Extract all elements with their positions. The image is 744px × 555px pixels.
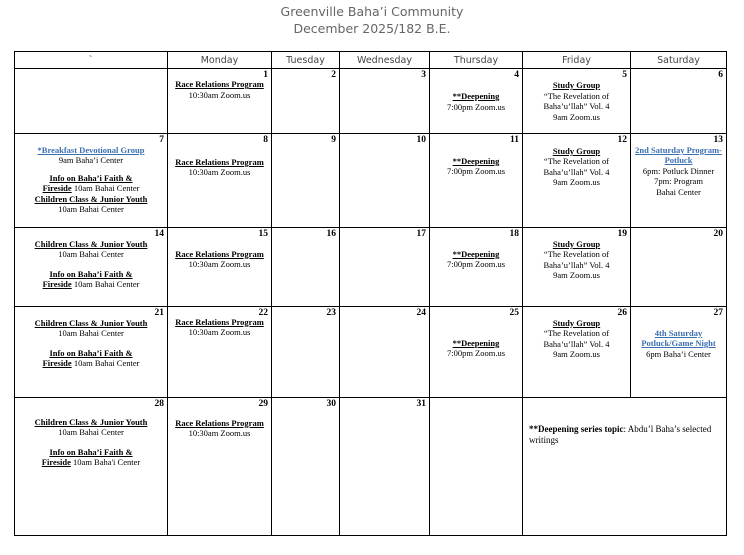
event-title[interactable]: Race Relations Program — [175, 417, 264, 428]
event-title[interactable]: Race Relations Program — [175, 156, 264, 167]
event-detail: “The Revelation of Baha’u’llah” Vol. 4 — [543, 156, 610, 177]
week-row — [15, 133, 727, 227]
day-number: 24 — [416, 307, 426, 318]
day-number: 28 — [154, 398, 164, 409]
header-thursday: Thursday — [430, 52, 523, 69]
event-title[interactable]: Fireside — [41, 457, 71, 468]
day-number: 8 — [263, 134, 268, 145]
event-time: 9am Zoom.us — [553, 111, 600, 122]
event-title[interactable]: *Breakfast Devotional Group — [37, 144, 145, 155]
week-row — [15, 227, 727, 306]
day-cell[interactable] — [631, 133, 727, 227]
event-title[interactable]: Fireside — [42, 279, 72, 290]
event-title[interactable]: Study Group — [552, 238, 601, 249]
deepening-topic-note — [529, 424, 720, 446]
day-number: 31 — [416, 398, 426, 409]
header-tuesday: Tuesday — [272, 52, 340, 69]
day-number: 25 — [509, 307, 519, 318]
day-number: 2 — [331, 70, 336, 81]
day-cell[interactable] — [631, 69, 727, 134]
day-number: 12 — [617, 134, 627, 145]
event-detail: “The Revelation of Baha’u’llah” Vol. 4 — [543, 328, 610, 349]
day-number: 26 — [617, 307, 627, 318]
calendar-subtitle: December 2025/182 B.E. — [293, 21, 451, 36]
day-number: 15 — [258, 228, 268, 239]
event-title[interactable]: Race Relations Program — [175, 316, 264, 327]
day-number: 17 — [416, 228, 426, 239]
event-time: 9am Zoom.us — [553, 349, 600, 360]
day-cell[interactable] — [168, 133, 272, 227]
event-time: 10am Baha'i Center — [73, 457, 141, 468]
day-number: 11 — [510, 134, 519, 145]
day-cell[interactable] — [272, 397, 340, 535]
event-time: 9am Zoom.us — [553, 177, 600, 188]
event-detail: “The Revelation of Baha’u’llah” Vol. 4 — [543, 249, 610, 270]
event-time: 10am Bahai Center — [73, 358, 140, 369]
day-number: 20 — [713, 228, 723, 239]
event-time: 7:00pm Zoom.us — [446, 101, 506, 112]
event-title[interactable]: 4th Saturday Potluck/Game Night — [641, 327, 716, 349]
day-number: 6 — [718, 70, 723, 81]
header-monday: Monday — [168, 52, 272, 69]
day-cell[interactable] — [430, 306, 523, 397]
event-time: 10am Bahai Center — [58, 328, 124, 339]
event-time: 10am Bahai Center — [73, 183, 140, 194]
event-time: 9am Baha’i Center — [58, 155, 124, 166]
day-cell[interactable] — [272, 306, 340, 397]
event-time: 10:30am Zoom.us — [188, 89, 251, 100]
event-time: 9am Zoom.us — [553, 270, 600, 281]
day-number: 19 — [617, 228, 627, 239]
event-time: 10am Bahai Center — [73, 279, 140, 290]
event-time: 10:30am Zoom.us — [188, 428, 251, 439]
day-cell[interactable] — [430, 69, 523, 134]
day-number: 13 — [713, 134, 723, 145]
calendar-grid — [14, 51, 727, 536]
event-time: 10:30am Zoom.us — [188, 167, 251, 178]
header-wednesday: Wednesday — [340, 52, 430, 69]
day-cell[interactable] — [340, 69, 430, 134]
event-time: 6pm Baha’i Center — [646, 348, 711, 359]
week-row — [15, 306, 727, 397]
event-title[interactable]: Children Class & Junior Youth — [34, 416, 148, 427]
event-title[interactable]: Children Class & Junior Youth — [34, 193, 148, 204]
header-row — [15, 52, 727, 69]
week-row — [15, 69, 727, 134]
day-cell[interactable] — [15, 227, 168, 306]
day-number: 21 — [154, 307, 164, 318]
day-cell[interactable] — [15, 133, 168, 227]
event-title[interactable]: Race Relations Program — [175, 79, 264, 90]
day-cell[interactable] — [340, 133, 430, 227]
event-title[interactable]: Children Class & Junior Youth — [34, 317, 148, 328]
calendar-title: Greenville Baha’i Community — [280, 4, 464, 19]
day-cell[interactable] — [272, 227, 340, 306]
event-time: 7:00pm Zoom.us — [446, 259, 506, 270]
event-title[interactable]: 2nd Saturday Program- Potluck — [635, 144, 722, 166]
event-title[interactable]: Children Class & Junior Youth — [34, 238, 148, 249]
topic-label: **Deepening series topic — [529, 423, 624, 434]
event-location: Bahai Center — [656, 186, 701, 197]
day-number: 30 — [326, 398, 336, 409]
event-detail: 7pm: Program — [654, 176, 703, 187]
event-title[interactable]: Study Group — [552, 145, 601, 156]
event-time: 10am Bahai Center — [58, 427, 124, 438]
day-cell[interactable] — [168, 69, 272, 134]
event-title[interactable]: **Deepening — [452, 155, 500, 166]
day-number: 4 — [514, 70, 519, 81]
day-number: 7 — [159, 134, 164, 145]
day-number: 10 — [416, 134, 426, 145]
day-cell[interactable] — [631, 227, 727, 306]
day-number: 23 — [326, 307, 336, 318]
event-title[interactable]: Race Relations Program — [175, 248, 264, 259]
event-detail: 6pm: Potluck Dinner — [642, 165, 715, 176]
notes-cell — [523, 397, 727, 535]
event-time: 7:00pm Zoom.us — [446, 166, 506, 177]
day-cell[interactable] — [430, 133, 523, 227]
event-time: 7:00pm Zoom.us — [446, 348, 506, 359]
event-time: 10:30am Zoom.us — [188, 259, 251, 270]
event-title[interactable]: Fireside — [42, 358, 72, 369]
day-cell[interactable] — [168, 306, 272, 397]
day-number: 22 — [258, 307, 268, 318]
event-title[interactable]: Study Group — [552, 317, 601, 328]
event-title[interactable]: Study Group — [552, 80, 601, 91]
day-cell-empty — [15, 69, 168, 134]
day-cell[interactable] — [272, 133, 340, 227]
event-title[interactable]: Info on Baha’i Faith & — [49, 172, 133, 183]
day-number: 9 — [331, 134, 336, 145]
day-number: 14 — [154, 228, 164, 239]
day-cell[interactable] — [523, 306, 631, 397]
day-cell[interactable] — [631, 306, 727, 397]
day-number: 16 — [326, 228, 336, 239]
day-cell[interactable] — [523, 69, 631, 134]
event-title[interactable]: **Deepening — [452, 248, 500, 259]
day-cell[interactable] — [340, 227, 430, 306]
event-title[interactable]: Fireside — [42, 183, 72, 194]
event-title[interactable]: Info on Baha’i Faith & — [49, 446, 133, 457]
day-cell[interactable] — [430, 227, 523, 306]
day-cell[interactable] — [272, 69, 340, 134]
day-cell[interactable] — [523, 133, 631, 227]
event-time: 10:30am Zoom.us — [188, 327, 251, 338]
day-cell[interactable] — [15, 306, 168, 397]
event-detail: “The Revelation of Baha’u’llah” Vol. 4 — [543, 90, 610, 112]
day-cell[interactable] — [15, 397, 168, 535]
day-cell[interactable] — [340, 306, 430, 397]
day-cell[interactable] — [168, 397, 272, 535]
day-number: 29 — [258, 398, 268, 409]
event-title[interactable]: Info on Baha’i Faith & — [49, 347, 133, 358]
week-row — [15, 397, 727, 535]
day-number: 1 — [263, 70, 268, 81]
day-cell[interactable] — [340, 397, 430, 535]
day-number: 27 — [713, 307, 723, 318]
day-cell-empty — [430, 397, 523, 535]
event-time: 10am Bahai Center — [58, 249, 124, 260]
topic-text: : Abdu’l Baha’s selected writings — [529, 423, 712, 445]
day-number: 18 — [509, 228, 519, 239]
day-cell[interactable] — [523, 227, 631, 306]
event-title[interactable]: **Deepening — [452, 91, 500, 102]
header-sunday: ` — [15, 52, 168, 69]
event-title[interactable]: **Deepening — [452, 337, 500, 348]
day-number: 3 — [421, 70, 426, 81]
event-time: 10am Bahai Center — [58, 204, 124, 215]
header-friday: Friday — [523, 52, 631, 69]
day-number: 5 — [622, 70, 627, 81]
event-title[interactable]: Info on Baha’i Faith & — [49, 268, 133, 279]
header-saturday: Saturday — [631, 52, 727, 69]
day-cell[interactable] — [168, 227, 272, 306]
